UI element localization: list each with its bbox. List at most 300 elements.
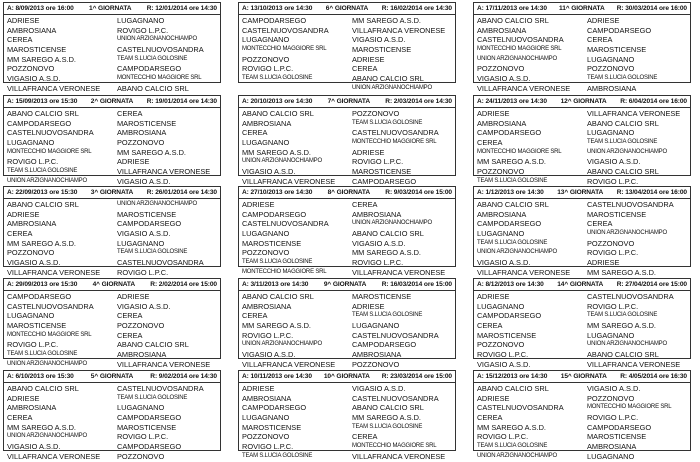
away-team: MONTECCHIO MAGGIORE SRL bbox=[587, 404, 672, 411]
away-team: MAROSTICENSE bbox=[587, 209, 647, 219]
home-team: LUGAGNANO bbox=[477, 301, 525, 311]
away-team: LUGAGNANO bbox=[117, 238, 165, 248]
match-row bbox=[242, 219, 453, 229]
match-row bbox=[242, 84, 453, 94]
away-team: ADRIESE bbox=[587, 16, 620, 25]
away-team: CASTELNUOVOSANDRA bbox=[587, 292, 674, 301]
home-team: MONTECCHIO MAGGIORE SRL bbox=[7, 331, 92, 338]
away-team: TEAM S.LUCIA GOLOSINE bbox=[587, 75, 658, 82]
away-team: LUGAGNANO bbox=[587, 330, 635, 340]
away-team: MM SAREGO A.S.D. bbox=[587, 321, 656, 331]
match-row bbox=[7, 321, 218, 331]
away-team: ABANO CALCIO SRL bbox=[587, 350, 659, 360]
giornata-card bbox=[238, 370, 456, 461]
away-team: UNION ARZIGNANOCHIAMPO bbox=[587, 341, 667, 348]
away-team: ABANO CALCIO SRL bbox=[117, 340, 189, 350]
home-team: ABANO CALCIO SRL bbox=[242, 109, 314, 118]
home-team: AMBROSIANA bbox=[242, 301, 292, 311]
match-row bbox=[7, 350, 218, 360]
away-team: CEREA bbox=[117, 311, 143, 321]
giornata-header bbox=[474, 3, 690, 15]
ritorno-date: R: 9/02/2014 ore 14:30 bbox=[150, 373, 217, 380]
match-row bbox=[7, 148, 218, 158]
away-team: POZZONOVO bbox=[587, 393, 635, 403]
match-row bbox=[477, 157, 688, 167]
giornata-number: 1^ GIORNATA bbox=[89, 5, 132, 12]
match-row bbox=[477, 119, 688, 129]
giornata-card bbox=[473, 370, 691, 461]
match-row bbox=[477, 45, 688, 55]
match-row bbox=[242, 45, 453, 55]
match-row bbox=[242, 167, 453, 177]
away-team: ADRIESE bbox=[117, 292, 150, 301]
away-team: TEAM S.LUCIA GOLOSINE bbox=[117, 55, 188, 62]
match-row bbox=[242, 384, 453, 394]
home-team: MONTECCHIO MAGGIORE SRL bbox=[477, 148, 562, 155]
away-team: MM SAREGO A.S.D. bbox=[352, 248, 421, 258]
giornata-card bbox=[473, 95, 691, 186]
match-row bbox=[7, 311, 218, 321]
match-row bbox=[7, 200, 218, 210]
away-team: VIGASIO A.S.D. bbox=[587, 157, 641, 167]
match-row bbox=[242, 229, 453, 239]
away-team: POZZONOVO bbox=[117, 138, 165, 148]
giornata-number: 14^ GIORNATA bbox=[557, 281, 604, 288]
away-team: ROVIGO L.P.C. bbox=[117, 432, 169, 442]
match-row bbox=[7, 109, 218, 119]
andata-date: A: 20/10/2013 ore 14:30 bbox=[242, 98, 313, 105]
home-team: MONTECCHIO MAGGIORE SRL bbox=[7, 148, 92, 155]
away-team: MM SAREGO A.S.D. bbox=[352, 413, 421, 423]
ritorno-date: R: 2/02/2014 ore 15:00 bbox=[150, 281, 217, 288]
match-row bbox=[477, 452, 688, 462]
andata-date: A: 8/12/2013 ore 14:30 bbox=[477, 281, 544, 288]
away-team: TEAM S.LUCIA GOLOSINE bbox=[352, 119, 423, 126]
away-team: CEREA bbox=[352, 64, 378, 74]
match-row bbox=[7, 35, 218, 45]
match-row bbox=[477, 403, 688, 413]
away-team: AMBROSIANA bbox=[117, 128, 167, 138]
home-team: LUGAGNANO bbox=[242, 229, 290, 239]
match-row bbox=[477, 331, 688, 341]
home-team: LUGAGNANO bbox=[7, 311, 55, 321]
match-row bbox=[242, 360, 453, 370]
match-row bbox=[7, 16, 218, 26]
home-team: CASTELNUOVOSANDRA bbox=[477, 403, 564, 413]
home-team: MM SAREGO A.S.D. bbox=[7, 54, 76, 64]
away-team: ROVIGO L.P.C. bbox=[587, 248, 639, 258]
away-team: CEREA bbox=[587, 219, 613, 229]
home-team: UNION ARZIGNANOCHIAMPO bbox=[477, 249, 557, 256]
match-row bbox=[477, 258, 688, 268]
giornata-card bbox=[3, 370, 221, 461]
away-team: CAMPODARSEGO bbox=[587, 422, 652, 432]
away-team: MAROSTICENSE bbox=[352, 167, 412, 177]
match-row bbox=[477, 35, 688, 45]
home-team: UNION ARZIGNANOCHIAMPO bbox=[242, 341, 322, 348]
andata-date: A: 22/09/2013 ore 15:30 bbox=[7, 189, 78, 196]
giornata-header bbox=[239, 96, 455, 108]
giornata-card bbox=[473, 2, 691, 93]
home-team: POZZONOVO bbox=[477, 64, 525, 74]
match-row bbox=[242, 157, 453, 167]
home-team: MAROSTICENSE bbox=[242, 238, 302, 248]
away-team: VILLAFRANCA VERONESE bbox=[352, 451, 446, 461]
home-team: VILLAFRANCA VERONESE bbox=[477, 267, 571, 277]
match-row bbox=[477, 229, 688, 239]
match-row bbox=[7, 157, 218, 167]
away-team: CASTELNUOVOSANDRA bbox=[117, 45, 204, 55]
home-team: MM SAREGO A.S.D. bbox=[242, 147, 311, 157]
home-team: LUGAGNANO bbox=[242, 413, 290, 423]
home-team: CAMPODARSEGO bbox=[242, 403, 307, 413]
andata-date: A: 17/11/2013 ore 14:30 bbox=[477, 5, 547, 12]
andata-date: A: 1/12/2013 ore 14:30 bbox=[477, 189, 544, 196]
match-row bbox=[242, 109, 453, 119]
match-row bbox=[477, 384, 688, 394]
home-team: VILLAFRANCA VERONESE bbox=[242, 359, 336, 369]
match-row bbox=[242, 55, 453, 65]
home-team: CEREA bbox=[477, 413, 503, 423]
match-row bbox=[7, 384, 218, 394]
home-team: AMBROSIANA bbox=[7, 25, 57, 35]
match-row bbox=[242, 26, 453, 36]
home-team: ABANO CALCIO SRL bbox=[7, 200, 79, 209]
match-row bbox=[477, 413, 688, 423]
match-row bbox=[477, 394, 688, 404]
giornata-number: 10^ GIORNATA bbox=[323, 373, 370, 380]
andata-date: A: 8/09/2013 ore 16:00 bbox=[7, 5, 74, 12]
giornata-number: 6^ GIORNATA bbox=[325, 5, 369, 12]
match-row bbox=[7, 302, 218, 312]
ritorno-date: R: 19/01/2014 ore 14:30 bbox=[146, 98, 217, 105]
match-row bbox=[242, 302, 453, 312]
match-row bbox=[7, 64, 218, 74]
home-team: AMBROSIANA bbox=[477, 209, 527, 219]
away-team: TEAM S.LUCIA GOLOSINE bbox=[352, 312, 423, 319]
giornata-number: 11^ GIORNATA bbox=[559, 5, 605, 12]
match-row bbox=[477, 423, 688, 433]
ritorno-date: R: 23/03/2014 ore 15:00 bbox=[381, 373, 452, 380]
match-row bbox=[7, 74, 218, 84]
home-team: MAROSTICENSE bbox=[477, 330, 537, 340]
away-team: CASTELNUOVOSANDRA bbox=[117, 258, 204, 268]
giornata-number: 12^ GIORNATA bbox=[560, 98, 607, 105]
away-team: UNION ARZIGNANOCHIAMPO bbox=[587, 230, 667, 237]
away-team: ABANO CALCIO SRL bbox=[352, 229, 424, 239]
ritorno-date: R: 9/03/2014 ore 15:00 bbox=[385, 189, 452, 196]
away-team: VILLAFRANCA VERONESE bbox=[587, 109, 681, 118]
away-team: MM SAREGO A.S.D. bbox=[352, 16, 421, 25]
home-team: ADRIESE bbox=[477, 292, 510, 301]
away-team: MAROSTICENSE bbox=[587, 45, 647, 55]
ritorno-date: R: 30/03/2014 ore 16:00 bbox=[616, 5, 687, 12]
match-row bbox=[477, 321, 688, 331]
away-team: VILLAFRANCA VERONESE bbox=[352, 267, 446, 277]
match-row bbox=[7, 360, 218, 370]
home-team: UNION ARZIGNANOCHIAMPO bbox=[477, 55, 557, 62]
home-team: LUGAGNANO bbox=[7, 138, 55, 148]
match-row bbox=[7, 239, 218, 249]
away-team: CASTELNUOVOSANDRA bbox=[117, 384, 204, 393]
away-team: ABANO CALCIO SRL bbox=[352, 74, 424, 84]
away-team: ABANO CALCIO SRL bbox=[587, 167, 659, 177]
home-team: ADRIESE bbox=[7, 16, 40, 25]
away-team: CEREA bbox=[117, 109, 143, 118]
giornata-number: 5^ GIORNATA bbox=[90, 373, 134, 380]
away-team: CASTELNUOVOSANDRA bbox=[352, 330, 439, 340]
match-row bbox=[242, 452, 453, 462]
home-team: ADRIESE bbox=[242, 384, 275, 393]
away-team: CAMPODARSEGO bbox=[117, 64, 182, 74]
home-team: VILLAFRANCA VERONESE bbox=[242, 176, 336, 186]
away-team: AMBROSIANA bbox=[587, 83, 637, 93]
away-team: POZZONOVO bbox=[587, 64, 635, 74]
match-row bbox=[477, 167, 688, 177]
match-row bbox=[477, 55, 688, 65]
away-team: LUGAGNANO bbox=[117, 16, 165, 25]
home-team: ADRIESE bbox=[242, 200, 275, 209]
away-team: ADRIESE bbox=[117, 157, 150, 167]
away-team: VIGASIO A.S.D. bbox=[587, 384, 641, 393]
away-team: VIGASIO A.S.D. bbox=[117, 176, 171, 186]
match-row bbox=[242, 350, 453, 360]
away-team: MAROSTICENSE bbox=[117, 118, 177, 128]
ritorno-date: R: 16/02/2014 ore 14:30 bbox=[381, 5, 452, 12]
away-team: ROVIGO L.P.C. bbox=[587, 301, 639, 311]
home-team: LUGAGNANO bbox=[477, 229, 525, 239]
away-team: ADRIESE bbox=[352, 301, 385, 311]
match-row bbox=[242, 321, 453, 331]
away-team: ROVIGO L.P.C. bbox=[352, 157, 404, 167]
away-team: MAROSTICENSE bbox=[117, 209, 177, 219]
home-team: POZZONOVO bbox=[242, 54, 290, 64]
home-team: TEAM S.LUCIA GOLOSINE bbox=[242, 452, 313, 459]
home-team: CEREA bbox=[477, 321, 503, 331]
home-team: VIGASIO A.S.D. bbox=[477, 74, 531, 84]
home-team: ADRIESE bbox=[7, 209, 40, 219]
away-team: MONTECCHIO MAGGIORE SRL bbox=[352, 139, 437, 146]
home-team: TEAM S.LUCIA GOLOSINE bbox=[242, 259, 313, 266]
away-team: CAMPODARSEGO bbox=[587, 25, 652, 35]
away-team: ABANO CALCIO SRL bbox=[117, 83, 189, 93]
match-row bbox=[477, 239, 688, 249]
home-team: CEREA bbox=[7, 35, 33, 45]
home-team: UNION ARZIGNANOCHIAMPO bbox=[7, 177, 87, 184]
away-team: CEREA bbox=[587, 35, 613, 45]
match-row bbox=[7, 268, 218, 278]
giornata-header bbox=[4, 371, 220, 383]
home-team: CAMPODARSEGO bbox=[477, 128, 542, 138]
andata-date: A: 24/11/2013 ore 14:30 bbox=[477, 98, 547, 105]
home-team: CAMPODARSEGO bbox=[242, 16, 307, 25]
home-team: ROVIGO L.P.C. bbox=[242, 64, 294, 74]
giornata-header bbox=[239, 371, 455, 383]
home-team: MAROSTICENSE bbox=[7, 321, 67, 331]
home-team: ABANO CALCIO SRL bbox=[242, 292, 314, 301]
giornata-header bbox=[4, 96, 220, 108]
away-team: CEREA bbox=[352, 200, 378, 209]
match-row bbox=[477, 109, 688, 119]
match-row bbox=[7, 119, 218, 129]
away-team: TEAM S.LUCIA GOLOSINE bbox=[587, 139, 658, 146]
match-row bbox=[242, 432, 453, 442]
home-team: VIGASIO A.S.D. bbox=[242, 350, 296, 360]
home-team: AMBROSIANA bbox=[477, 118, 527, 128]
away-team: ROVIGO L.P.C. bbox=[587, 413, 639, 423]
match-row bbox=[242, 248, 453, 258]
home-team: VILLAFRANCA VERONESE bbox=[7, 451, 101, 461]
giornata-header bbox=[474, 187, 690, 199]
away-team: ABANO CALCIO SRL bbox=[587, 118, 659, 128]
away-team: UNION ARZIGNANOCHIAMPO bbox=[587, 148, 667, 155]
home-team: POZZONOVO bbox=[7, 64, 55, 74]
away-team: UNION ARZIGNANOCHIAMPO bbox=[352, 84, 432, 91]
match-row bbox=[242, 64, 453, 74]
giornata-header bbox=[4, 187, 220, 199]
ritorno-date: R: 13/04/2014 ore 16:00 bbox=[616, 189, 687, 196]
away-team: LUGAGNANO bbox=[587, 54, 635, 64]
giornata-header bbox=[4, 3, 220, 15]
home-team: MONTECCHIO MAGGIORE SRL bbox=[242, 268, 327, 275]
giornata-header bbox=[239, 187, 455, 199]
ritorno-date: R: 6/04/2014 ore 16:00 bbox=[620, 98, 687, 105]
match-row bbox=[7, 84, 218, 94]
home-team: VIGASIO A.S.D. bbox=[477, 359, 531, 369]
match-row bbox=[477, 200, 688, 210]
match-row bbox=[7, 128, 218, 138]
match-row bbox=[242, 268, 453, 278]
match-row bbox=[7, 258, 218, 268]
match-row bbox=[7, 292, 218, 302]
away-team: CAMPODARSEGO bbox=[117, 413, 182, 423]
home-team: AMBROSIANA bbox=[7, 403, 57, 413]
match-row bbox=[477, 442, 688, 452]
home-team: ABANO CALCIO SRL bbox=[7, 109, 79, 118]
away-team: MM SAREGO A.S.D. bbox=[117, 147, 186, 157]
home-team: ROVIGO L.P.C. bbox=[242, 330, 294, 340]
match-row bbox=[477, 219, 688, 229]
home-team: POZZONOVO bbox=[7, 248, 55, 258]
match-row bbox=[242, 340, 453, 350]
match-row bbox=[477, 138, 688, 148]
away-team: CAMPODARSEGO bbox=[352, 340, 417, 350]
giornata-number: 7^ GIORNATA bbox=[327, 98, 370, 105]
ritorno-date: R: 2/03/2014 ore 14:30 bbox=[385, 98, 452, 105]
giornata-number: 4^ GIORNATA bbox=[92, 281, 135, 288]
home-team: MAROSTICENSE bbox=[7, 45, 67, 55]
home-team: CAMPODARSEGO bbox=[477, 219, 542, 229]
away-team: AMBROSIANA bbox=[587, 442, 637, 452]
andata-date: A: 27/10/2013 ore 14:30 bbox=[242, 189, 313, 196]
away-team: POZZONOVO bbox=[117, 451, 165, 461]
away-team: VILLAFRANCA VERONESE bbox=[587, 359, 681, 369]
ritorno-date: R: 4/05/2014 ore 16:30 bbox=[620, 373, 687, 380]
home-team: ROVIGO L.P.C. bbox=[7, 157, 59, 167]
home-team: ABANO CALCIO SRL bbox=[477, 16, 549, 25]
match-row bbox=[242, 423, 453, 433]
away-team: MAROSTICENSE bbox=[117, 422, 177, 432]
giornata-card bbox=[238, 278, 456, 369]
match-row bbox=[242, 200, 453, 210]
match-row bbox=[7, 413, 218, 423]
away-team: ADRIESE bbox=[352, 54, 385, 64]
away-team: CEREA bbox=[117, 330, 143, 340]
away-team: AMBROSIANA bbox=[352, 350, 402, 360]
home-team: TEAM S.LUCIA GOLOSINE bbox=[242, 75, 313, 82]
home-team: UNION ARZIGNANOCHIAMPO bbox=[242, 158, 322, 165]
andata-date: A: 13/10/2013 ore 14:30 bbox=[242, 5, 313, 12]
home-team: LUGAGNANO bbox=[242, 138, 290, 148]
match-row bbox=[477, 128, 688, 138]
home-team: MM SAREGO A.S.D. bbox=[477, 422, 546, 432]
home-team: UNION ARZIGNANOCHIAMPO bbox=[7, 433, 87, 440]
giornata-card bbox=[238, 95, 456, 186]
match-row bbox=[7, 432, 218, 442]
match-row bbox=[7, 229, 218, 239]
match-row bbox=[7, 248, 218, 258]
ritorno-date: R: 16/03/2014 ore 15:00 bbox=[381, 281, 452, 288]
home-team: CEREA bbox=[477, 138, 503, 148]
away-team: CASTELNUOVOSANDRA bbox=[587, 200, 674, 209]
match-row bbox=[7, 452, 218, 462]
away-team: VILLAFRANCA VERONESE bbox=[352, 25, 446, 35]
away-team: UNION ARZIGNANOCHIAMPO bbox=[117, 201, 197, 207]
home-team: MM SAREGO A.S.D. bbox=[242, 321, 311, 331]
ritorno-date: R: 26/01/2014 ore 14:30 bbox=[146, 189, 217, 196]
home-team: VIGASIO A.S.D. bbox=[7, 74, 61, 84]
home-team: POZZONOVO bbox=[242, 248, 290, 258]
home-team: ROVIGO L.P.C. bbox=[7, 340, 59, 350]
home-team: TEAM S.LUCIA GOLOSINE bbox=[477, 239, 548, 246]
home-team: TEAM S.LUCIA GOLOSINE bbox=[477, 443, 548, 450]
andata-date: A: 15/12/2013 ore 14:30 bbox=[477, 373, 548, 380]
match-row bbox=[7, 394, 218, 404]
away-team: VIGASIO A.S.D. bbox=[117, 301, 171, 311]
home-team: MM SAREGO A.S.D. bbox=[7, 238, 76, 248]
giornata-header bbox=[239, 3, 455, 15]
home-team: VIGASIO A.S.D. bbox=[477, 258, 531, 268]
home-team: CASTELNUOVOSANDRA bbox=[477, 35, 564, 45]
match-row bbox=[7, 138, 218, 148]
home-team: CASTELNUOVOSANDRA bbox=[242, 219, 329, 229]
away-team: VILLAFRANCA VERONESE bbox=[117, 359, 211, 369]
away-team: MM SAREGO A.S.D. bbox=[587, 267, 656, 277]
match-row bbox=[7, 210, 218, 220]
home-team: CEREA bbox=[242, 311, 268, 321]
home-team: ROVIGO L.P.C. bbox=[477, 432, 529, 442]
home-team: POZZONOVO bbox=[477, 167, 525, 177]
giornata-card bbox=[3, 186, 221, 277]
away-team: MAROSTICENSE bbox=[587, 432, 647, 442]
home-team: MAROSTICENSE bbox=[242, 422, 302, 432]
match-row bbox=[7, 442, 218, 452]
match-row bbox=[477, 84, 688, 94]
home-team: ADRIESE bbox=[477, 109, 510, 118]
giornata-header bbox=[474, 371, 690, 383]
home-team: AMBROSIANA bbox=[242, 118, 292, 128]
giornata-header bbox=[4, 279, 220, 291]
home-team: VILLAFRANCA VERONESE bbox=[477, 83, 571, 93]
match-row bbox=[477, 16, 688, 26]
home-team: CEREA bbox=[7, 413, 33, 423]
home-team: ROVIGO L.P.C. bbox=[477, 350, 529, 360]
away-team: VIGASIO A.S.D. bbox=[117, 229, 171, 239]
home-team: VIGASIO A.S.D. bbox=[7, 442, 61, 452]
home-team: UNION ARZIGNANOCHIAMPO bbox=[477, 452, 557, 459]
home-team: CAMPODARSEGO bbox=[7, 118, 72, 128]
match-row bbox=[477, 350, 688, 360]
